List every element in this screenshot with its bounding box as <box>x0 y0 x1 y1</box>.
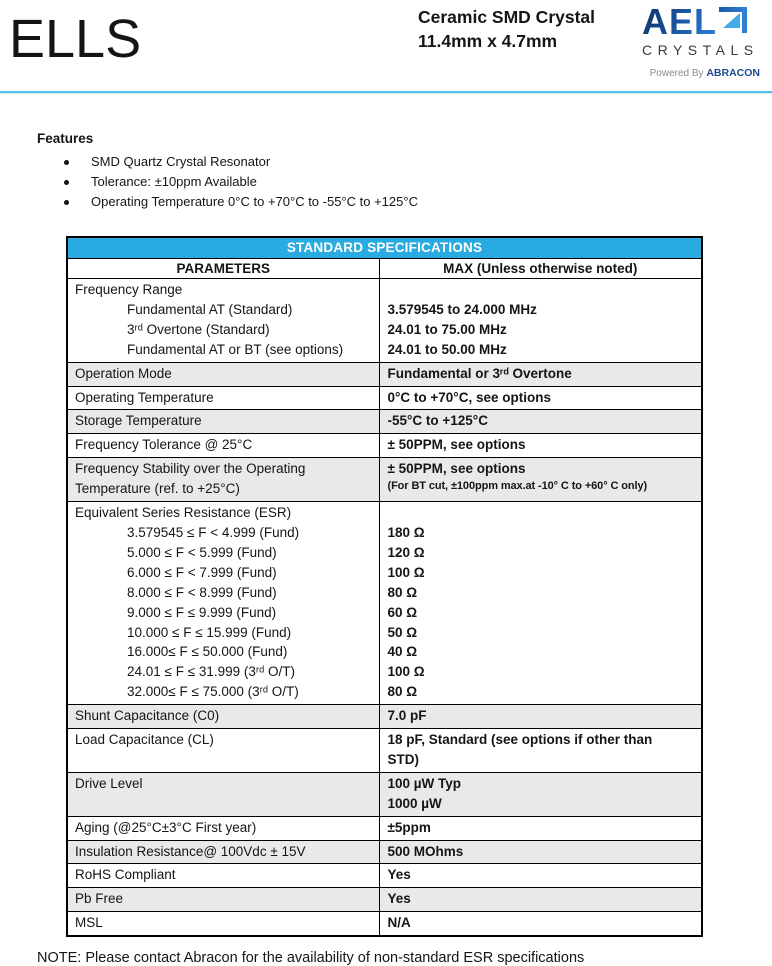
parameter-cell <box>67 729 379 773</box>
value-line: ± 50PPM, see options <box>387 437 526 453</box>
parameter-line: 9.000 ≤ F ≤ 9.999 (Fund) <box>127 604 277 620</box>
value-line: 7.0 pF <box>387 708 427 724</box>
table-row <box>67 772 702 816</box>
parameter-line: MSL <box>75 915 103 931</box>
feature-text: Operating Temperature 0°C to +70°C to -55°C to +125°C <box>91 194 418 209</box>
table-row <box>67 410 702 434</box>
parameter-line: 8.000 ≤ F < 8.999 (Fund) <box>127 584 277 600</box>
parameter-line: 5.000 ≤ F < 5.999 (Fund) <box>127 544 277 560</box>
parameter-line: 6.000 ≤ F < 7.999 (Fund) <box>127 564 277 580</box>
parameter-cell <box>67 772 379 816</box>
feature-text: Tolerance: ±10ppm Available <box>91 174 257 189</box>
bullet-icon <box>64 180 69 185</box>
standard-specifications-table <box>66 236 703 937</box>
value-line: 500 MOhms <box>387 843 464 859</box>
column-header-parameters: PARAMETERS <box>67 259 379 279</box>
value-line: 60 Ω <box>387 604 418 620</box>
value-line: Yes <box>387 891 411 907</box>
parameter-line: Temperature (ref. to +25°C) <box>75 481 240 497</box>
parameter-cell <box>67 386 379 410</box>
value-cell <box>379 410 702 434</box>
table-title: STANDARD SPECIFICATIONS <box>67 237 702 259</box>
table-row <box>67 279 702 363</box>
product-title-line2: 11.4mm x 4.7mm <box>418 31 558 51</box>
table-row <box>67 458 702 502</box>
value-cell <box>379 458 702 502</box>
parameter-line: Frequency Tolerance @ 25°C <box>75 437 253 453</box>
parameter-cell <box>67 458 379 502</box>
parameter-line: Drive Level <box>75 775 143 791</box>
value-cell <box>379 729 702 773</box>
table-row <box>67 912 702 936</box>
value-cell <box>379 840 702 864</box>
parameter-line: Operating Temperature <box>75 389 214 405</box>
features-list <box>37 152 772 212</box>
table-row <box>67 386 702 410</box>
parameter-line: 16.000≤ F ≤ 50.000 (Fund) <box>127 644 288 660</box>
feature-item <box>37 152 772 172</box>
powered-by-text: Powered By <box>649 68 704 79</box>
bullet-icon <box>64 200 69 205</box>
value-line <box>388 280 698 300</box>
parameter-cell <box>67 705 379 729</box>
value-line: 18 pF, Standard (see options if other than <box>387 732 653 748</box>
value-line: 40 Ω <box>387 644 418 660</box>
parameter-cell <box>67 502 379 705</box>
parameter-cell <box>67 864 379 888</box>
table-row <box>67 864 702 888</box>
parameter-line: Pb Free <box>75 891 124 907</box>
value-cell <box>379 362 702 386</box>
value-cell <box>379 864 702 888</box>
value-line: 50 Ω <box>387 624 418 640</box>
ael-wordmark <box>640 1 760 42</box>
parameter-line: Storage Temperature <box>75 413 202 429</box>
parameter-line: Shunt Capacitance (C0) <box>75 708 220 724</box>
parameter-line: 24.01 ≤ F ≤ 31.999 (3ʳᵈ O/T) <box>127 664 295 680</box>
product-title-line1: Ceramic SMD Crystal <box>418 7 596 27</box>
value-line: Yes <box>387 867 411 883</box>
parameter-line: Fundamental AT or BT (see options) <box>127 341 344 357</box>
table-row <box>67 729 702 773</box>
table-row <box>67 888 702 912</box>
parameter-line: Fundamental AT (Standard) <box>127 301 293 317</box>
value-line: 24.01 to 75.00 MHz <box>387 321 507 337</box>
value-line: 24.01 to 50.00 MHz <box>387 341 507 357</box>
value-line: 100 µW Typ <box>387 775 462 791</box>
parameter-line: 3ʳᵈ Overtone (Standard) <box>127 321 270 337</box>
column-header-max: MAX (Unless otherwise noted) <box>379 259 702 279</box>
table-row <box>67 434 702 458</box>
parameter-line: 32.000≤ F ≤ 75.000 (3ʳᵈ O/T) <box>127 684 299 700</box>
value-line: 80 Ω <box>387 684 418 700</box>
value-line: 80 Ω <box>387 584 418 600</box>
parameter-cell <box>67 410 379 434</box>
value-cell <box>379 912 702 936</box>
table-row <box>67 362 702 386</box>
value-cell <box>379 434 702 458</box>
parameter-cell <box>67 434 379 458</box>
feature-item <box>37 172 772 192</box>
parameter-cell <box>67 362 379 386</box>
parameter-line: Operation Mode <box>75 365 172 381</box>
table-row <box>67 705 702 729</box>
feature-item <box>37 192 772 212</box>
product-title <box>418 5 595 53</box>
table-header-row <box>67 259 702 279</box>
footer-note: NOTE: Please contact Abracon for the availability of non-standard ESR specifications <box>37 950 585 966</box>
parameter-cell <box>67 840 379 864</box>
value-cell <box>379 386 702 410</box>
value-line: 100 Ω <box>387 564 425 580</box>
value-cell <box>379 502 702 705</box>
crystal-triangle-icon <box>719 7 747 34</box>
parameter-line: RoHS Compliant <box>75 867 176 883</box>
value-cell <box>379 816 702 840</box>
abracon-brand-text: ABRACON <box>706 67 760 79</box>
table-row <box>67 816 702 840</box>
parameter-cell <box>67 279 379 363</box>
value-line: N/A <box>387 915 411 931</box>
parameter-cell <box>67 888 379 912</box>
value-line: STD) <box>387 751 419 767</box>
ael-logo-text: AEL <box>642 1 717 42</box>
features-section <box>37 131 772 212</box>
crystals-logo-text: CRYSTALS <box>642 42 759 58</box>
bullet-icon <box>64 160 69 165</box>
value-line: (For BT cut, ±100ppm max.at -10° C to +60° C only) <box>387 480 648 493</box>
table-row <box>67 502 702 705</box>
parameter-line: Aging (@25°C±3°C First year) <box>75 819 257 835</box>
value-line: 100 Ω <box>387 664 425 680</box>
value-line: -55°C to +125°C <box>387 413 488 429</box>
parameter-line: Equivalent Series Resistance (ESR) <box>75 505 292 521</box>
value-line: Fundamental or 3ʳᵈ Overtone <box>387 365 572 381</box>
features-heading: Features <box>37 131 94 146</box>
value-line: 120 Ω <box>387 544 425 560</box>
value-line: ± 50PPM, see options <box>387 461 526 477</box>
table-title-row <box>67 237 702 259</box>
header-divider-line <box>0 91 772 94</box>
value-cell <box>379 279 702 363</box>
value-line: 1000 µW <box>387 795 442 811</box>
model-name: ELLS <box>9 9 142 69</box>
powered-by-line <box>640 67 760 79</box>
parameter-cell <box>67 816 379 840</box>
parameter-line: 3.579545 ≤ F < 4.999 (Fund) <box>127 524 300 540</box>
value-line: 0°C to +70°C, see options <box>387 389 551 405</box>
feature-text: SMD Quartz Crystal Resonator <box>91 154 271 169</box>
value-line: 3.579545 to 24.000 MHz <box>387 301 537 317</box>
value-line <box>388 503 698 523</box>
ael-crystals-logo <box>640 1 760 79</box>
table-row <box>67 840 702 864</box>
parameter-line: 10.000 ≤ F ≤ 15.999 (Fund) <box>127 624 292 640</box>
page-header <box>0 0 772 91</box>
parameter-line: Load Capacitance (CL) <box>75 732 214 748</box>
parameter-line: Frequency Range <box>75 282 183 297</box>
spec-table-body <box>67 279 702 937</box>
value-cell <box>379 772 702 816</box>
value-cell <box>379 705 702 729</box>
parameter-line: Frequency Stability over the Operating <box>75 461 306 477</box>
parameter-cell <box>67 912 379 936</box>
parameter-line: Insulation Resistance@ 100Vdc ± 15V <box>75 843 306 859</box>
value-cell <box>379 888 702 912</box>
value-line: ±5ppm <box>387 819 431 835</box>
value-line: 180 Ω <box>387 524 425 540</box>
